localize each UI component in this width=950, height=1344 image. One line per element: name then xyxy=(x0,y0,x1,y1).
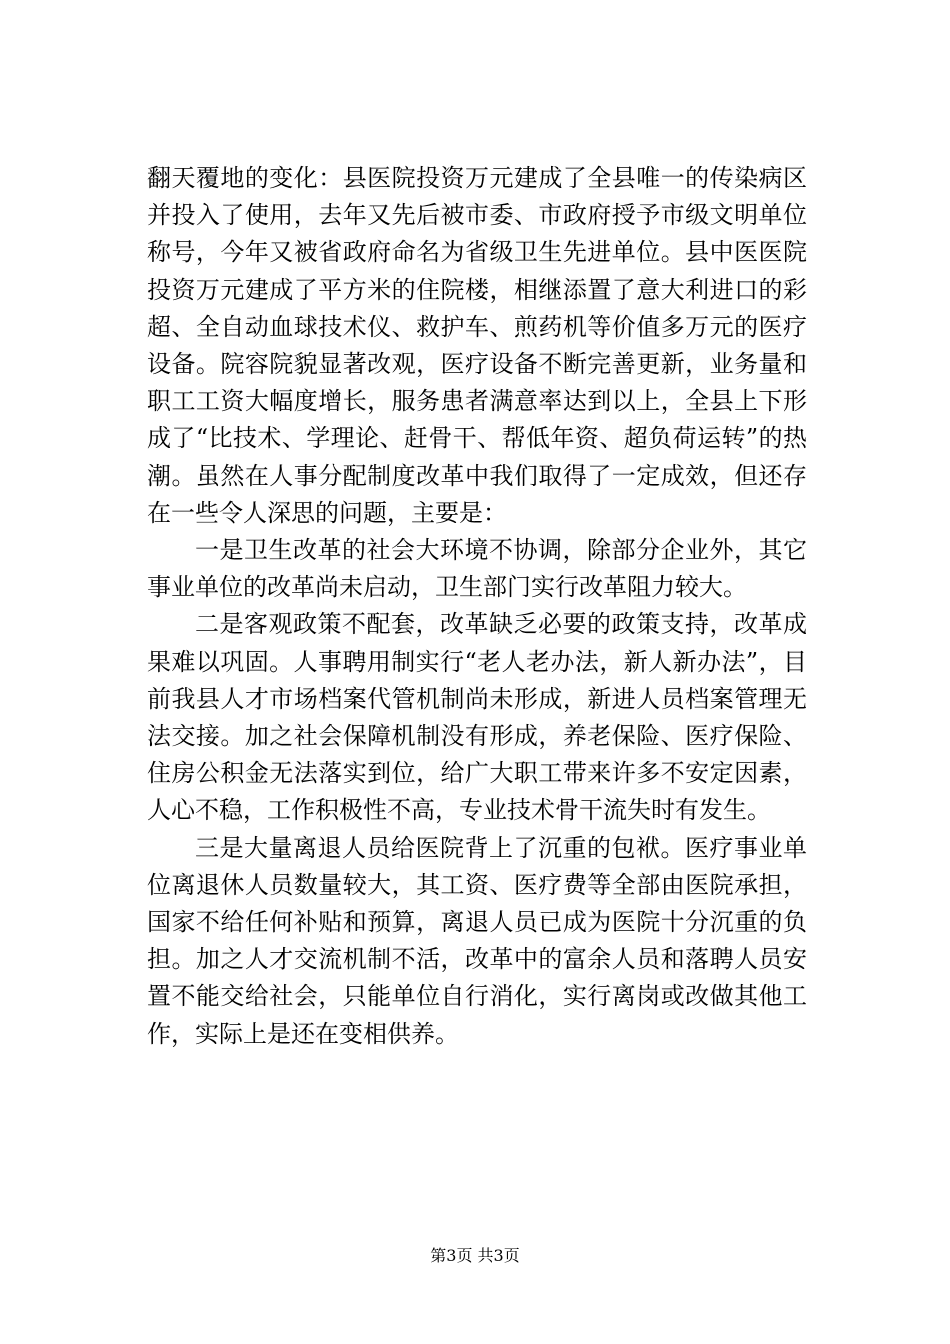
paragraph-issue-three: 三是大量离退人员给医院背上了沉重的包袱。医疗事业单位离退休人员数量较大，其工资、医疗费等全部由医院承担，国家不给任何补贴和预算，离退人员已成为医院十分沉重的负担。加之人才交流机制不活，改革中的富余人员和落聘人员安置不能交给社会，只能单位自行消化，实行离岗或改做其他工作，实际上是还在变相供养。 xyxy=(147,833,807,1048)
document-body xyxy=(147,160,807,1053)
paragraph-issue-one: 一是卫生改革的社会大环境不协调，除部分企业外，其它事业单位的改革尚未启动，卫生部门实行改革阻力较大。 xyxy=(147,536,807,602)
paragraph-continuation: 翻天覆地的变化：县医院投资万元建成了全县唯一的传染病区并投入了使用，去年又先后被市委、市政府授予市级文明单位称号，今年又被省政府命名为省级卫生先进单位。县中医医院投资万元建成了平方米的住院楼，相继添置了意大利进口的彩超、全自动血球技术仪、救护车、煎药机等价值多万元的医疗设备。院容院貌显著改观，医疗设备不断完善更新，业务量和职工工资大幅度增长，服务患者满意率达到以上，全县上下形成了“比技术、学理论、赶骨干、帮低年资、超负荷运转”的热潮。虽然在人事分配制度改革中我们取得了一定成效，但还存在一些令人深思的问题，主要是： xyxy=(147,164,807,527)
page-number-footer: 第3页 共3页 xyxy=(430,1246,520,1265)
paragraph-issue-two: 二是客观政策不配套，改革缺乏必要的政策支持，改革成果难以巩固。人事聘用制实行“老人老办法，新人新办法”，目前我县人才市场档案代管机制尚未形成，新进人员档案管理无法交接。加之社会保障机制没有形成，养老保险、医疗保险、住房公积金无法落实到位，给广大职工带来许多不安定因素，人心不稳，工作积极性不高，专业技术骨干流失时有发生。 xyxy=(147,610,807,825)
